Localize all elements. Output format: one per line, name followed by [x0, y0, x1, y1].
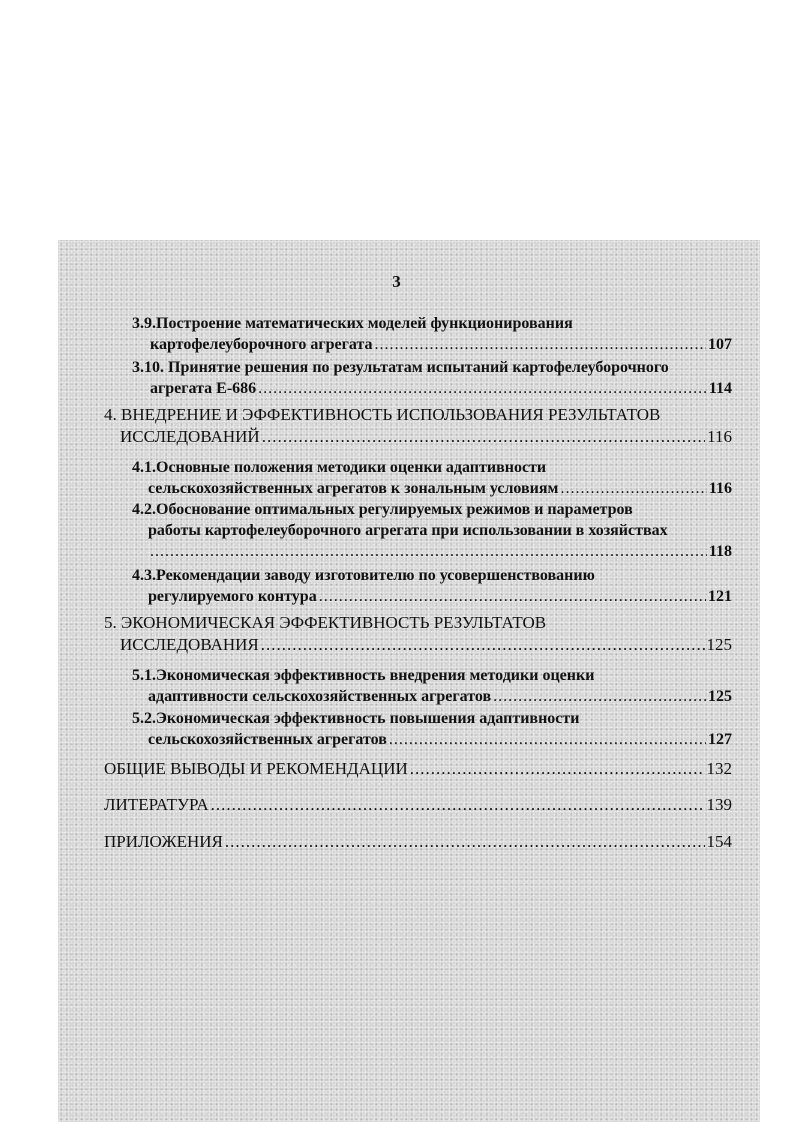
toc-entry-title: ИССЛЕДОВАНИЯ: [120, 635, 259, 654]
toc-entry-conclusions[interactable]: [104, 758, 732, 780]
toc-entry-4-1[interactable]: [132, 457, 732, 499]
dot-leader: [410, 758, 705, 780]
toc-entry-title: 4. ВНЕДРЕНИЕ И ЭФФЕКТИВНОСТЬ ИСПОЛЬЗОВАНИЯ РЕЗУЛЬТАТОВ: [104, 405, 661, 424]
toc-entry-3-10[interactable]: [132, 357, 732, 399]
toc-page-number: 116: [708, 480, 732, 497]
toc-entry-3-9[interactable]: [132, 313, 732, 355]
toc-page-number: 121: [708, 588, 732, 605]
toc-page-number: 114: [708, 380, 732, 397]
dot-leader: [389, 729, 706, 750]
toc-entry-title: регулируемого контура: [148, 588, 317, 605]
toc-entry-4-3[interactable]: [132, 565, 732, 607]
toc-entry-title: ИССЛЕДОВАНИЙ: [120, 427, 260, 446]
toc-page-number: 125: [706, 635, 732, 654]
toc-page-number: 125: [708, 688, 732, 705]
toc-entry-title: 4.1.Основные положения методики оценки адаптивности: [132, 459, 547, 476]
toc-page-number: 139: [706, 795, 732, 814]
dot-leader: [319, 586, 706, 607]
toc-page-number: 107: [708, 336, 732, 353]
dot-leader: [375, 334, 706, 355]
dot-leader: [493, 686, 706, 707]
toc-entry-title: работы картофелеуборочного агрегата при использовании в хозяйствах: [148, 522, 668, 539]
toc-entry-title: картофелеуборочного агрегата: [150, 336, 373, 353]
toc-entry-title: 5.1.Экономическая эффективность внедрения методики оценки: [132, 667, 595, 684]
toc-entry-title: сельскохозяйственных агрегатов: [148, 731, 387, 748]
toc-entry-title: агрегата Е-686: [150, 380, 257, 397]
toc-entry-title: 4.3.Рекомендации заводу изготовителю по усовершенствованию: [132, 567, 595, 584]
toc-entry-title: ЛИТЕРАТУРА: [104, 795, 209, 814]
toc-page-number: 116: [707, 427, 732, 446]
toc-page-number: 118: [708, 543, 732, 560]
toc-page-number: 132: [706, 759, 732, 778]
toc-entry-title: ПРИЛОЖЕНИЯ: [104, 832, 223, 851]
toc-entry-title: адаптивности сельскохозяйственных агрегатов: [148, 688, 492, 705]
toc-page-number: 154: [706, 832, 732, 851]
toc-entry-title: 5.2.Экономическая эффективность повышения адаптивности: [132, 710, 580, 727]
dot-leader: [150, 541, 707, 562]
dot-leader: [261, 634, 705, 656]
dot-leader: [211, 794, 705, 816]
toc-entry-chapter-5[interactable]: [104, 612, 732, 656]
dot-leader: [262, 426, 705, 448]
toc-entry-title: 3.10. Принятие решения по результатам испытаний картофелеуборочного: [132, 359, 669, 376]
toc-entry-4-2[interactable]: [132, 499, 732, 562]
toc-entry-5-1[interactable]: [132, 665, 732, 707]
dot-leader: [225, 831, 705, 853]
toc-entry-title: ОБЩИЕ ВЫВОДЫ И РЕКОМЕНДАЦИИ: [104, 759, 408, 778]
toc-entry-5-2[interactable]: [132, 708, 732, 750]
toc-entry-title: 5. ЭКОНОМИЧЕСКАЯ ЭФФЕКТИВНОСТЬ РЕЗУЛЬТАТОВ: [104, 613, 547, 632]
page-number: 3: [392, 272, 401, 291]
dot-leader: [258, 378, 707, 399]
toc-entry-chapter-4[interactable]: [104, 404, 732, 448]
toc-page-number: 127: [708, 731, 732, 748]
toc-entry-appendices[interactable]: [104, 831, 732, 853]
dot-leader: [560, 478, 706, 499]
toc-entry-title: 3.9.Построение математических моделей функционирования: [132, 315, 573, 332]
toc-entry-literature[interactable]: [104, 794, 732, 816]
toc-entry-title: 4.2.Обоснование оптимальных регулируемых режимов и параметров: [132, 501, 633, 518]
toc-entry-title: сельскохозяйственных агрегатов к зональным условиям: [148, 480, 559, 497]
